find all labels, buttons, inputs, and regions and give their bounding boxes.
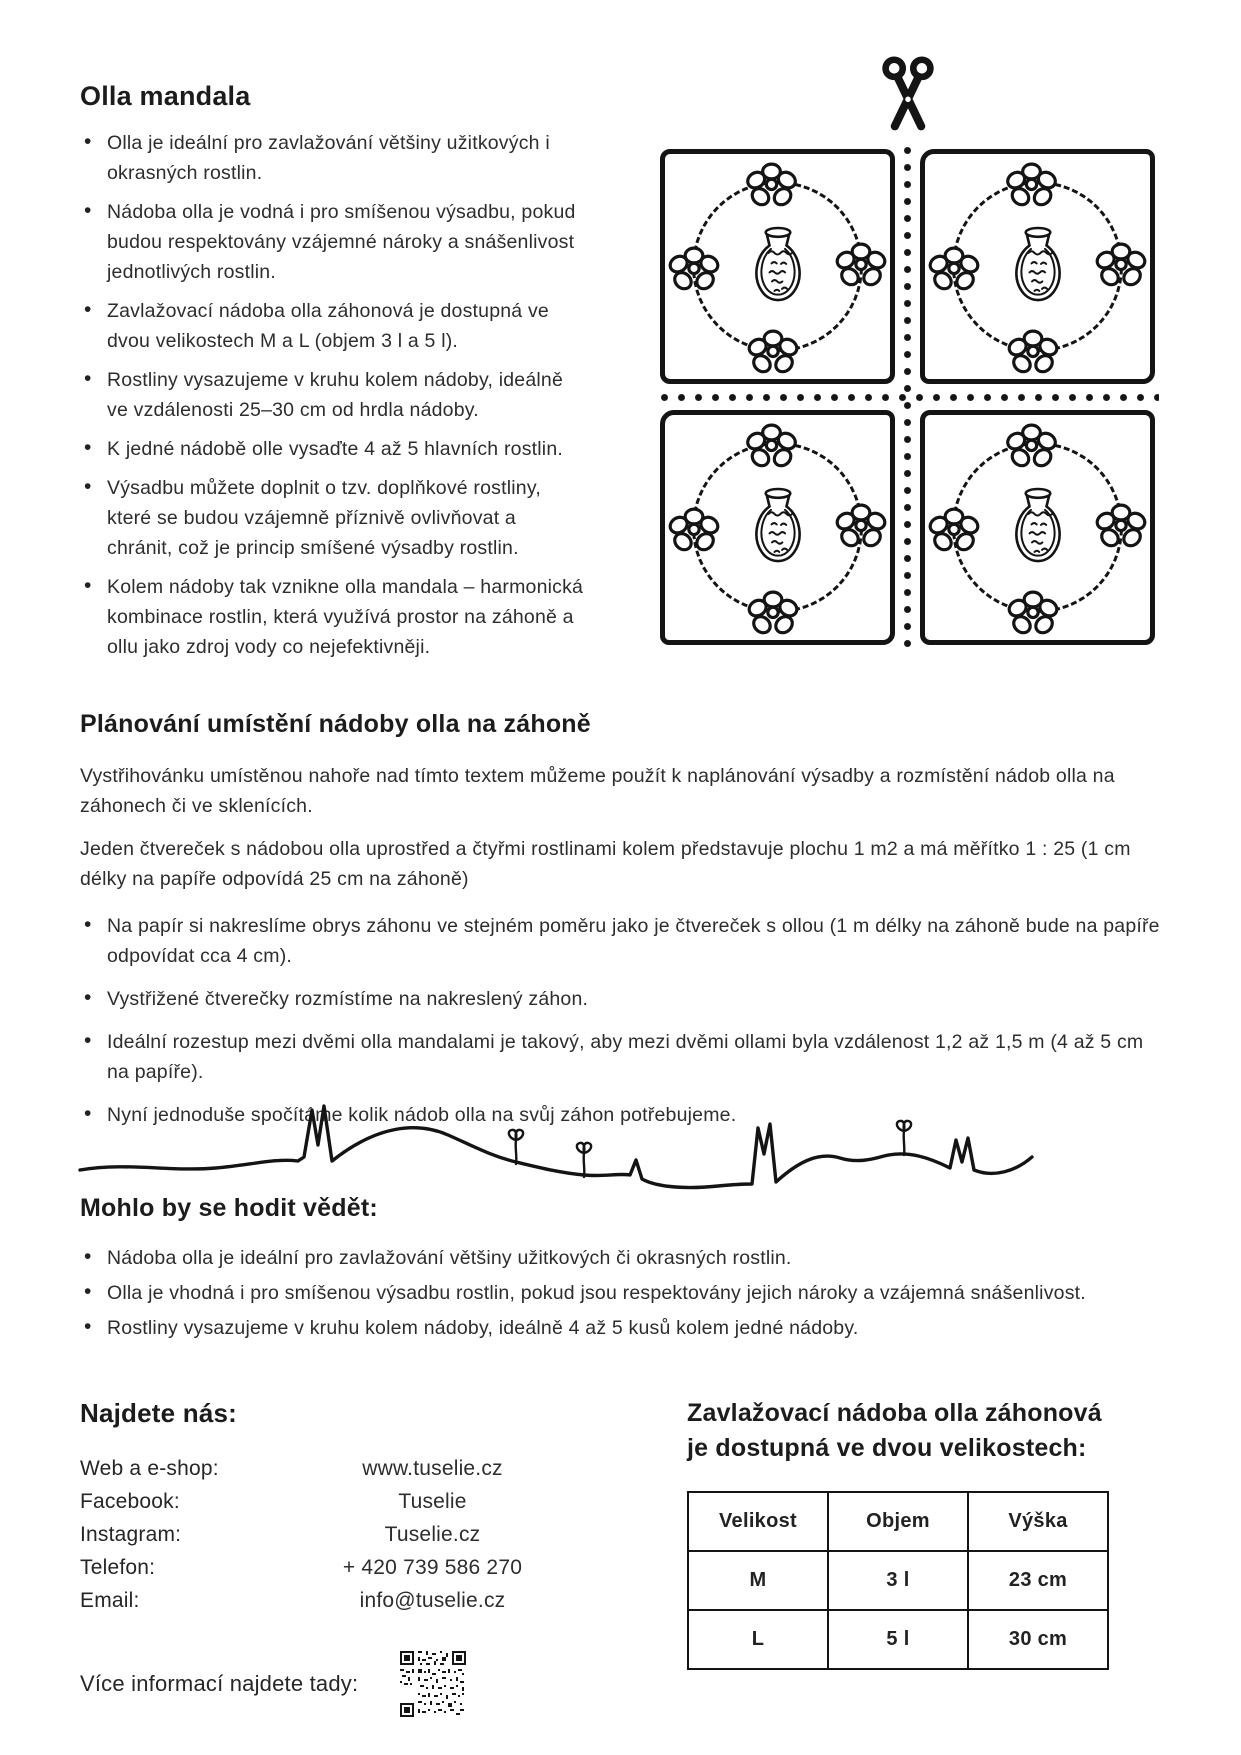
olla-vessel-icon (1008, 225, 1068, 305)
list-item: • Výsadbu můžete doplnit o tzv. doplňkové rostliny, které se budou vzájemně příznivě ovlivňovat a chránit, což je princip smíšené výsadby rostlin. (80, 473, 585, 563)
list-item: • Nyní jednoduše spočítáme kolik nádob olla na svůj záhon potřebujeme. (80, 1100, 1165, 1130)
table-cell: 23 cm (968, 1551, 1108, 1610)
more-info-row (80, 1651, 580, 1717)
olla-mandala-square (920, 149, 1155, 384)
section-title: Plánování umístění nádoby olla na záhoně (80, 710, 591, 738)
flower-icon (834, 240, 888, 290)
section-sizes (687, 1396, 1129, 1670)
paragraph: Vystřihovánku umístěnou nahoře nad tímto textem můžeme použít k naplánování výsadby a rozmístění nádob olla na záhonech či ve sklenících. (80, 765, 1115, 817)
flower-icon (667, 505, 721, 555)
table-cell: M (688, 1551, 828, 1610)
contact-title: Najdete nás: (80, 1398, 238, 1428)
list-item: • Rostliny vysazujeme v kruhu kolem nádoby, ideálně 4 až 5 kusů kolem jedné nádoby. (80, 1313, 1165, 1343)
flower-icon (927, 244, 981, 294)
landscape-doodle (76, 1098, 1036, 1192)
sizes-table (687, 1491, 1109, 1670)
flower-icon (834, 501, 888, 551)
sizes-title-line1: Zavlažovací nádoba olla záhonová (687, 1399, 1102, 1427)
list-item: • Zavlažovací nádoba olla záhonová je dostupná ve dvou velikostech M a L (objem 3 l a 5 l). (80, 296, 585, 356)
list-item: • Kolem nádoby tak vznikne olla mandala – harmonická kombinace rostlin, která využívá prostor na záhoně a ollu jako zdroj vody co nejefektivněji. (80, 572, 585, 662)
flower-icon (1006, 327, 1060, 377)
contact-row (80, 1490, 580, 1523)
intro-bullet-list (80, 128, 585, 662)
facebook-handle[interactable]: Tuselie (398, 1490, 467, 1513)
qr-code (400, 1651, 466, 1717)
page-title: Olla mandala (80, 81, 251, 111)
section-olla-mandala (80, 81, 585, 671)
flower-icon (1004, 160, 1058, 210)
contact-row (80, 1556, 580, 1589)
email-address[interactable]: info@tuselie.cz (359, 1589, 506, 1612)
table-cell: 30 cm (968, 1610, 1108, 1669)
phone-number[interactable]: + 420 739 586 270 (342, 1556, 523, 1579)
section-title: Mohlo by se hodit vědět: (80, 1194, 378, 1222)
contact-row (80, 1589, 580, 1622)
section-contact (80, 1398, 580, 1717)
cutout-grid (660, 149, 1155, 645)
flower-icon (927, 505, 981, 555)
column-header: Výška (968, 1492, 1108, 1551)
olla-vessel-icon (748, 486, 808, 566)
olla-mandala-square (660, 410, 895, 645)
flower-icon (744, 160, 798, 210)
list-item: • Olla je vhodná i pro smíšenou výsadbu rostlin, pokud jsou respektovány jejich nároky a vzájemná snášenlivost. (80, 1278, 1165, 1308)
olla-vessel-icon (1008, 486, 1068, 566)
flower-icon (667, 244, 721, 294)
contact-label: Web a e-shop: (80, 1457, 219, 1480)
flower-icon (1006, 588, 1060, 638)
contact-label: Email: (80, 1589, 140, 1612)
contact-label: Telefon: (80, 1556, 156, 1579)
website-link[interactable]: www.tuselie.cz (362, 1457, 503, 1480)
flower-icon (744, 421, 798, 471)
list-item: • K jedné nádobě olle vysaďte 4 až 5 hlavních rostlin. (80, 434, 585, 464)
contact-label: Instagram: (80, 1523, 182, 1546)
table-cell: 3 l (828, 1551, 968, 1610)
list-item: • Olla je ideální pro zavlažování většiny užitkových i okrasných rostlin. (80, 128, 585, 188)
flower-icon (746, 588, 800, 638)
contact-label: Facebook: (80, 1490, 180, 1513)
contact-row (80, 1457, 580, 1490)
section-planning (80, 710, 1165, 1139)
flower-icon (1094, 501, 1148, 551)
column-header: Objem (828, 1492, 968, 1551)
list-item: • Ideální rozestup mezi dvěmi olla mandalami je takový, aby mezi dvěmi ollami byla vzdálenost 1,2 až 1,5 m (4 až 5 cm na papíře). (80, 1027, 1165, 1087)
olla-mandala-square (660, 149, 895, 384)
more-info-label: Více informací najdete tady: (80, 1671, 359, 1696)
cutout-template-illustration (660, 52, 1155, 656)
table-cell: 5 l (828, 1610, 968, 1669)
table-header-row (688, 1492, 1108, 1551)
column-header: Velikost (688, 1492, 828, 1551)
scissors-icon (879, 52, 937, 140)
instagram-handle[interactable]: Tuselie.cz (384, 1523, 481, 1546)
tips-bullet-list (80, 1243, 1165, 1343)
contact-row (80, 1523, 580, 1556)
section-tips (80, 1194, 1165, 1352)
paragraph: Jeden čtvereček s nádobou olla uprostřed a čtyřmi rostlinami kolem představuje plochu 1 m2 a má měřítko 1 : 25 (1 cm délky na papíře odpovídá 25 cm na záhoně) (80, 838, 1131, 890)
list-item: • Na papír si nakreslíme obrys záhonu ve stejném poměru jako je čtvereček s ollou (1 m délky na záhoně bude na papíře odpovídat cca 4 cm). (80, 911, 1165, 971)
flower-icon (746, 327, 800, 377)
table-row (688, 1551, 1108, 1610)
olla-mandala-square (920, 410, 1155, 645)
list-item: • Nádoba olla je vodná i pro smíšenou výsadbu, pokud budou respektovány vzájemné nároky a snášenlivost jednotlivých rostlin. (80, 197, 585, 287)
sizes-title-line2: je dostupná ve dvou velikostech: (687, 1434, 1087, 1462)
contact-rows (80, 1457, 580, 1622)
list-item: • Vystřižené čtverečky rozmístíme na nakreslený záhon. (80, 984, 1165, 1014)
flower-icon (1094, 240, 1148, 290)
list-item: • Rostliny vysazujeme v kruhu kolem nádoby, ideálně ve vzdálenosti 25–30 cm od hrdla nádoby. (80, 365, 585, 425)
olla-vessel-icon (748, 225, 808, 305)
list-item: • Nádoba olla je ideální pro zavlažování většiny užitkových či okrasných rostlin. (80, 1243, 1165, 1273)
table-row (688, 1610, 1108, 1669)
flower-icon (1004, 421, 1058, 471)
sizes-title (687, 1396, 1129, 1466)
table-cell: L (688, 1610, 828, 1669)
